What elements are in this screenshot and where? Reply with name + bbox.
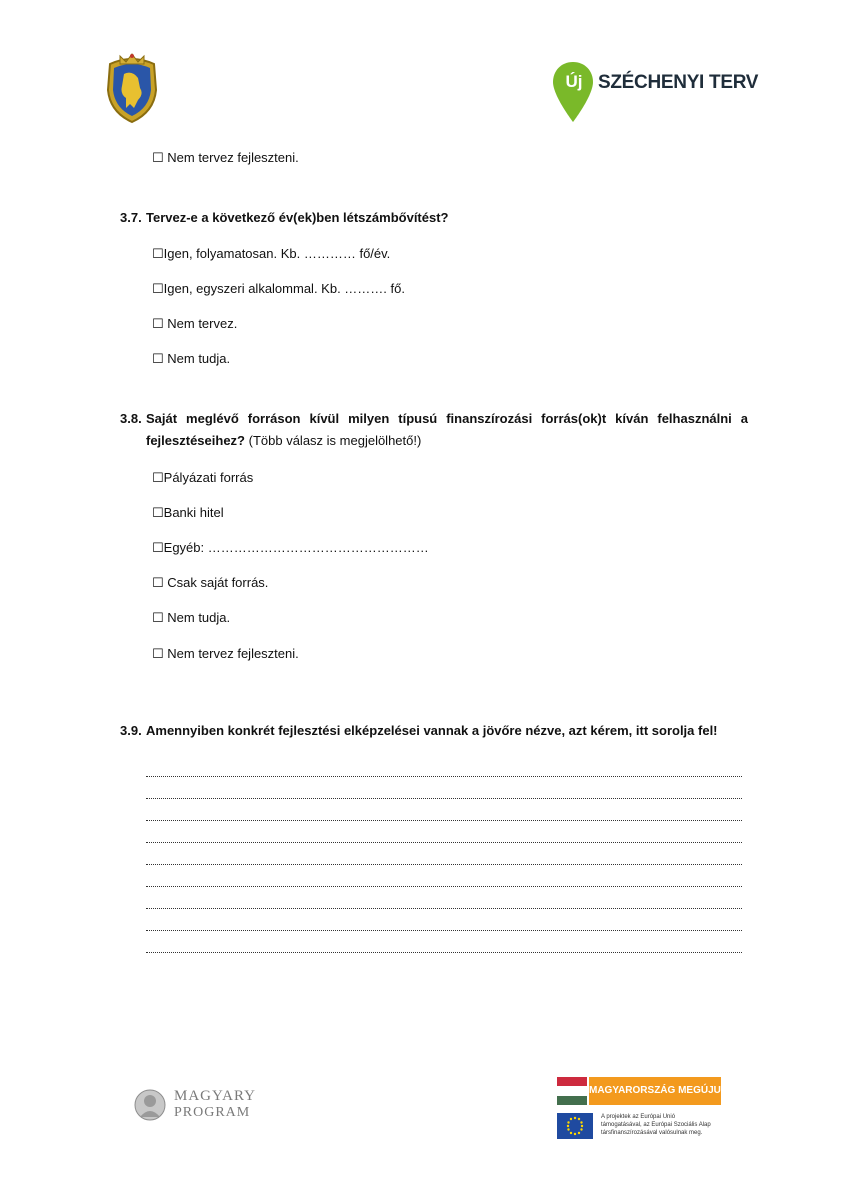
option-grant-source[interactable]: ☐Pályázati forrás [152,470,254,485]
option-yes-continuous[interactable]: ☐Igen, folyamatosan. Kb. ………… fő/év. [152,246,391,261]
banner-megujul [589,1077,727,1105]
option-other[interactable]: ☐Egyéb: …………………………………………… [152,540,429,555]
question-number: 3.9. [120,723,142,738]
magyary-line-2: PROGRAM [174,1105,251,1120]
option-no-development-prev[interactable]: ☐ Nem tervez fejleszteni. [152,150,299,165]
question-number: 3.8. [120,411,142,426]
eu-flag-icon [557,1113,593,1139]
answer-line-1[interactable] [146,776,742,777]
option-no-development[interactable]: ☐ Nem tervez fejleszteni. [152,646,299,661]
coat-of-arms-logo [100,50,164,126]
logo-brand-text: SZÉCHENYI TERV [598,72,759,93]
magyarorszag-megujul-logo [557,1075,747,1145]
answer-line-2[interactable] [146,798,742,799]
hungarian-flag-icon [557,1077,587,1105]
answer-line-5[interactable] [146,864,742,865]
logo-accent-text: Új [565,72,583,91]
question-text: Amennyiben konkrét fejlesztési elképzelései vannak a jövőre nézve, azt kérem, itt sorolja fel! [146,723,718,738]
answer-line-4[interactable] [146,842,742,843]
question-text: Saját meglévő forráson kívül milyen típusú finanszírozási forrás(ok)t kíván felhasználni a fejlesztéseihez? [146,411,748,448]
question-note: (Több válasz is megjelölhető!) [248,433,422,448]
map-pin-icon [550,60,596,124]
option-yes-one-time[interactable]: ☐Igen, egyszeri alkalommal. Kb. ………. fő. [152,281,405,296]
answer-line-8[interactable] [146,930,742,931]
option-dont-know[interactable]: ☐ Nem tudja. [152,610,231,625]
eu-support-text: A projektek az Európai Unió támogatásával, az Európai Szociális Alap társfinanszírozásával valósulnak meg. [601,1114,711,1136]
answer-line-3[interactable] [146,820,742,821]
option-own-source-only[interactable]: ☐ Csak saját forrás. [152,575,269,590]
magyary-program-logo [134,1088,274,1122]
option-not-planned[interactable]: ☐ Nem tervez. [152,316,238,331]
question-3-9 [120,720,748,742]
option-bank-loan[interactable]: ☐Banki hitel [152,505,224,520]
answer-line-9[interactable] [146,952,742,953]
question-3-7 [120,207,748,229]
answer-line-6[interactable] [146,886,742,887]
question-3-8 [120,408,748,452]
question-text: Tervez-e a következő év(ek)ben létszámbővítést? [146,210,449,225]
question-number: 3.7. [120,210,142,225]
portrait-medallion-icon [134,1089,166,1121]
magyary-line-1: MAGYARY [174,1088,257,1104]
option-dont-know[interactable]: ☐ Nem tudja. [152,351,231,366]
szechenyi-terv-logo [548,58,759,124]
answer-line-7[interactable] [146,908,742,909]
banner-text: MAGYARORSZÁG MEGÚJUL [589,1085,727,1096]
